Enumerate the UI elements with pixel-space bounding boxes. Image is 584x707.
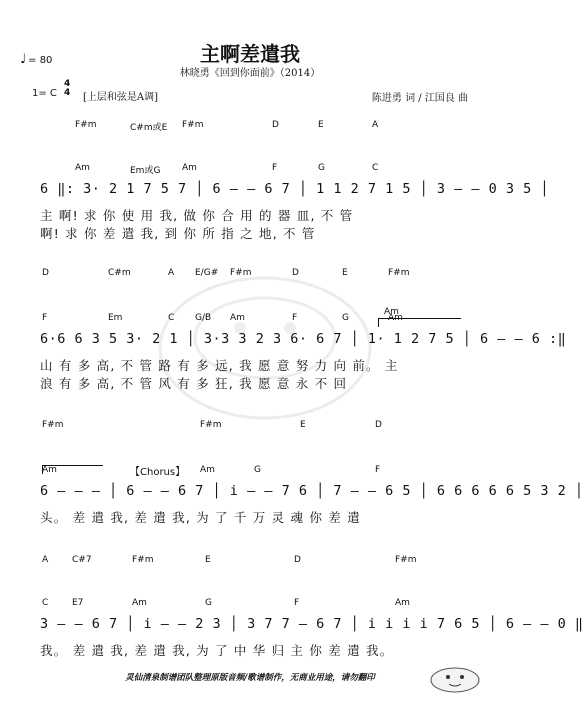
copyright-footer: 灵仙清泉制谱团队整理原版音频/歌谱制作，无商业用途，请勿翻印 [125, 673, 375, 683]
lyrics-verse-1: 我。 差 遣 我, 差 遣 我, 为 了 中 华 归 主 你 差 遣 我。 [40, 643, 394, 658]
upper-chord-label: F#m [42, 420, 64, 430]
chord-label: E7 [72, 598, 84, 608]
chord-label: F [294, 598, 300, 608]
chord-label: G/B [195, 313, 212, 323]
chord-label: Am [182, 163, 197, 173]
lyrics-verse-1: 山 有 多 高, 不 管 路 有 多 远, 我 愿 意 努 力 向 前。 主 [40, 358, 399, 373]
chord-label: G [342, 313, 349, 323]
upper-chord-label: C#m [108, 268, 131, 278]
chord-label: Am [42, 465, 57, 475]
notation-line: 6 – – – │ 6 – – 6 7 │ i – – 7 6 │ 7 – – 6 5 │ 6 6 6 6 6 5 3 2 │ [40, 483, 584, 499]
upper-chord-label: F#m [182, 120, 204, 130]
chord-label: Em或G [130, 166, 161, 176]
album-subtitle: 林晓勇《回到你面前》（2014） [179, 68, 321, 79]
song-title: 主啊差遣我 [200, 42, 300, 66]
upper-chord-label: F#m [230, 268, 252, 278]
upper-chord-label: F#m [395, 555, 417, 565]
chord-label: F [272, 163, 278, 173]
upper-chord-label: E [342, 268, 348, 278]
chord-label: G [318, 163, 325, 173]
composer-credits: 陈进勇 词 / 江国良 曲 [371, 93, 468, 104]
chord-label: Am [395, 598, 410, 608]
upper-chord-label: D [294, 555, 301, 565]
upper-chord-label: F#m [132, 555, 154, 565]
notation-line: 3 – – 6 7 │ i – – 2 3 │ 3 7 7 – 6 7 │ i i i i 7 6 5 │ 6 – – 0 ‖ [40, 616, 584, 632]
lyrics-verse-1: 头。 差 遣 我, 差 遣 我, 为 了 千 万 灵 魂 你 差 遣 [40, 510, 361, 525]
upper-chord-label: C#m或E [130, 123, 168, 133]
upper-chord-label: A [42, 555, 49, 565]
upper-chord-label: D [292, 268, 299, 278]
upper-chord-label: E/G# [195, 268, 219, 278]
tempo-marking [20, 52, 52, 67]
chord-label: Em [108, 313, 123, 323]
quarter-note-icon: ♩ [20, 52, 27, 67]
chord-label: G [205, 598, 212, 608]
upper-chord-label: A [168, 268, 175, 278]
chord-label: Am [132, 598, 147, 608]
chord-label: C [168, 313, 175, 323]
chord-label: F [292, 313, 298, 323]
upper-chord-label: E [300, 420, 306, 430]
ending-bracket-chord: Am [384, 307, 399, 317]
chord-label: Am [200, 465, 215, 475]
upper-chord-label: D [42, 268, 49, 278]
notation-line: 6·6 6 3 5 3· 2 1 │ 3·3 3 2 3 6· 6 7 │ 1· 1 2 7 5 │ 6 – – 6 :‖ [40, 331, 567, 347]
notation-line: 6 ‖: 3· 2 1 7 5 7 │ 6 – – 6 7 │ 1 1 2 7 1 5 │ 3 – – 0 3 5 │ [40, 181, 550, 197]
chord-label: F [42, 313, 48, 323]
chord-label: Am [230, 313, 245, 323]
tempo-value: = 80 [28, 55, 53, 66]
upper-chord-label: A [372, 120, 379, 130]
time-signature [64, 80, 70, 98]
lyrics-verse-2: 啊! 求 你 差 遣 我, 到 你 所 指 之 地, 不 管 [40, 226, 316, 241]
chord-label: Am [75, 163, 90, 173]
chord-label: F [375, 465, 381, 475]
upper-chord-label: D [375, 420, 382, 430]
chord-label: C [372, 163, 379, 173]
upper-chord-label: F#m [200, 420, 222, 430]
mascot-logo-icon [428, 660, 482, 694]
chord-label: G [254, 465, 261, 475]
chorus-label: 【Chorus】 [130, 467, 186, 478]
upper-chord-label: E [205, 555, 211, 565]
upper-chord-label: C#7 [72, 555, 92, 565]
upper-chord-label: F#m [388, 268, 410, 278]
upper-chord-label: E [318, 120, 324, 130]
time-signature-bottom: 4 [64, 88, 71, 98]
upper-chord-label: F#m [75, 120, 97, 130]
chord-label: Am [388, 313, 403, 323]
lyrics-verse-1: 主 啊! 求 你 使 用 我, 做 你 合 用 的 器 皿, 不 管 [40, 208, 354, 223]
capo-note: [上层和弦是A调] [83, 92, 159, 103]
chord-label: C [42, 598, 49, 608]
lyrics-verse-2: 浪 有 多 高, 不 管 风 有 多 狂, 我 愿 意 永 不 回 [40, 376, 348, 391]
time-signature-top: 4 [64, 79, 71, 89]
key-signature: 1= C [32, 88, 57, 99]
upper-chord-label: D [272, 120, 279, 130]
